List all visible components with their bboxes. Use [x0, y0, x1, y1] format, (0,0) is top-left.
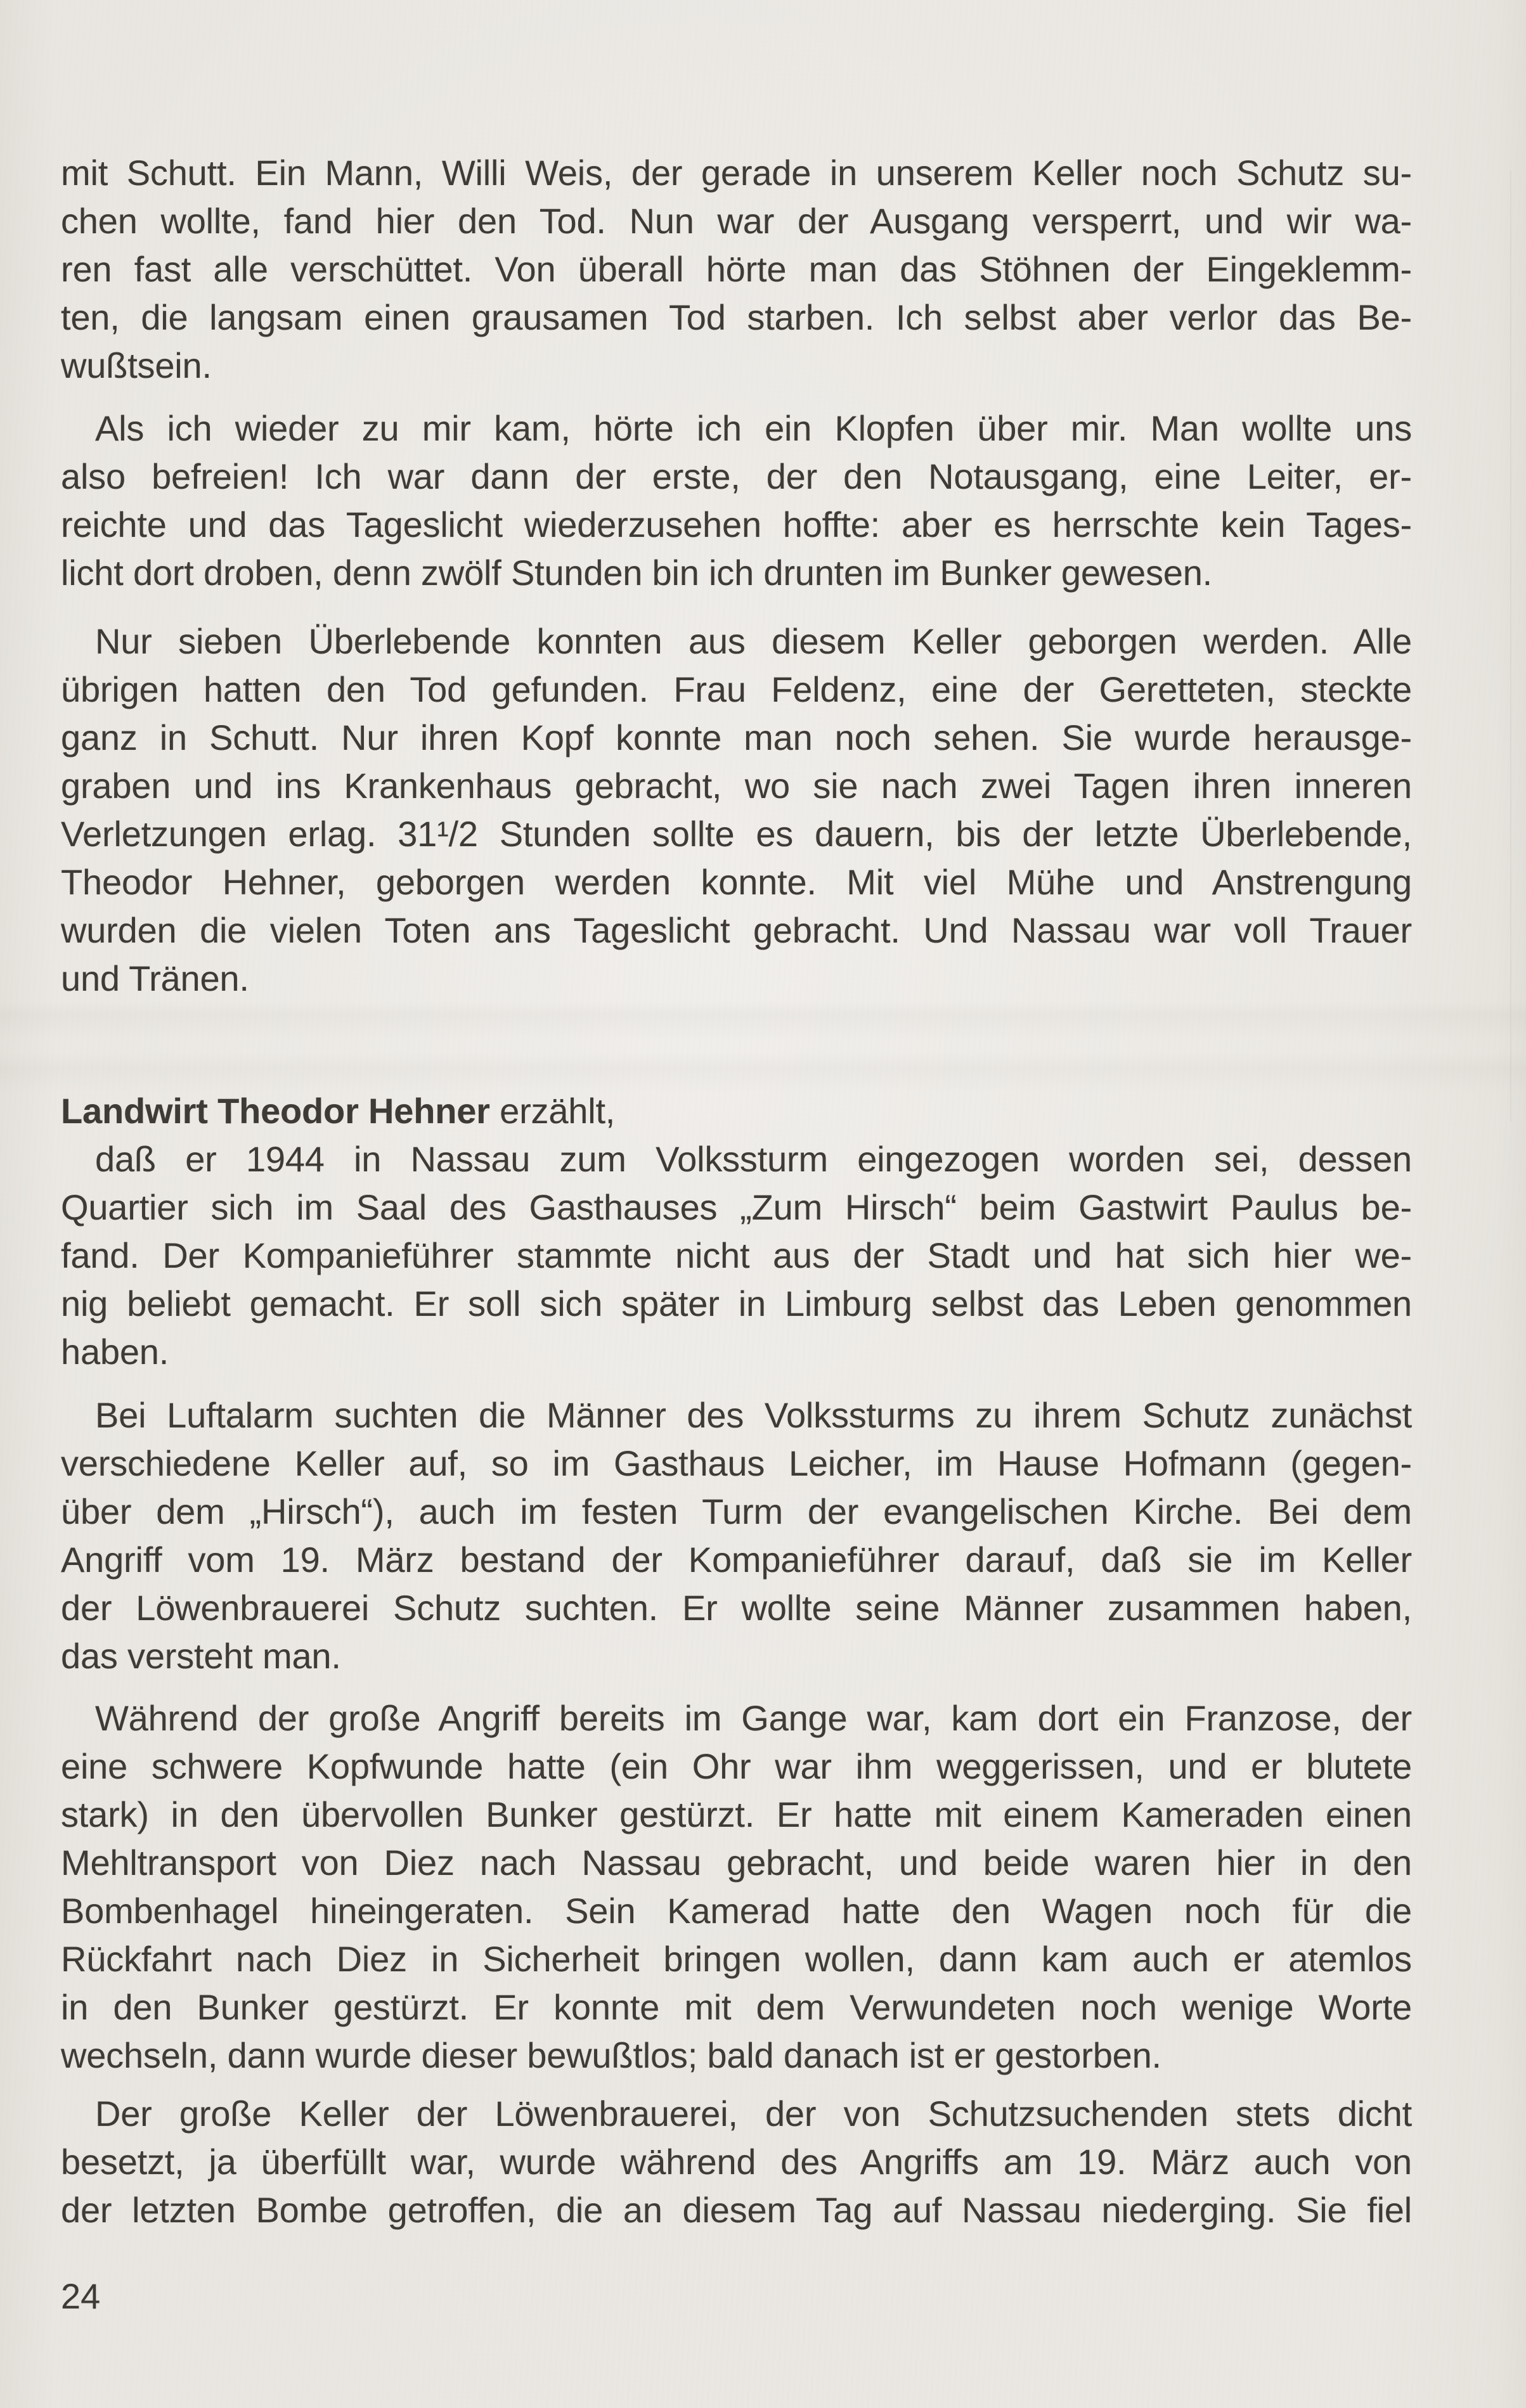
text-line: übrigen hatten den Tod gefunden. Frau Feldenz, eine der Geretteten, steckte [61, 669, 1412, 709]
text-line: Mehltransport von Diez nach Nassau gebracht, und beide waren hier in den [61, 1843, 1412, 1883]
text-line: Angriff vom 19. März bestand der Kompanieführer darauf, daß sie im Keller [61, 1540, 1412, 1580]
text-line: Quartier sich im Saal des Gasthauses „Zum Hirsch“ beim Gastwirt Paulus be- [61, 1187, 1412, 1227]
paragraph [61, 2090, 1412, 2234]
page-number: 24 [61, 2276, 101, 2316]
text-line: und Tränen. [61, 958, 249, 998]
text-line: eine schwere Kopfwunde hatte (ein Ohr war ihm weggerissen, und er blutete [61, 1746, 1412, 1786]
paragraph [61, 617, 1412, 1003]
text-line: Verletzungen erlag. 31¹/2 Stunden sollte es dauern, bis der letzte Überlebende, [61, 814, 1412, 854]
text-line: Bei Luftalarm suchten die Männer des Volkssturms zu ihrem Schutz zunächst [95, 1395, 1412, 1435]
text-line: wechseln, dann wurde dieser bewußtlos; bald danach ist er gestorben. [61, 2035, 1161, 2075]
text-line: das versteht man. [61, 1636, 341, 1676]
text-line: besetzt, ja überfüllt war, wurde während des Angriffs am 19. März auch von [61, 2142, 1412, 2182]
text-line: wußtsein. [61, 345, 212, 385]
text-line: graben und ins Krankenhaus gebracht, wo sie nach zwei Tagen ihren inneren [61, 766, 1412, 806]
text-line: mit Schutt. Ein Mann, Willi Weis, der gerade in unserem Keller noch Schutz su- [61, 153, 1412, 193]
paragraph [61, 1391, 1412, 1680]
paragraph [61, 1135, 1412, 1376]
paragraph [61, 149, 1412, 390]
text-line: nig beliebt gemacht. Er soll sich später in Limburg selbst das Leben genommen [61, 1284, 1412, 1323]
text-line: stark) in den übervollen Bunker gestürzt. Er hatte mit einem Kameraden einen [61, 1794, 1412, 1834]
section-heading [61, 1087, 1412, 1135]
text-line: licht dort droben, denn zwölf Stunden bin ich drunten im Bunker gewesen. [61, 553, 1213, 593]
text-line: haben. [61, 1332, 169, 1372]
text-line: Bombenhagel hineingeraten. Sein Kamerad hatte den Wagen noch für die [61, 1891, 1412, 1931]
paragraph [61, 404, 1412, 597]
text-line: Nur sieben Überlebende konnten aus diesem Keller geborgen werden. Alle [95, 621, 1412, 661]
text-line: also befreien! Ich war dann der erste, der den Notausgang, eine Leiter, er- [61, 456, 1412, 496]
text-line: reichte und das Tageslicht wiederzusehen hoffte: aber es herrschte kein Tages- [61, 505, 1412, 544]
text-line: über dem „Hirsch“), auch im festen Turm der evangelischen Kirche. Bei dem [61, 1491, 1412, 1531]
text-line: wurden die vielen Toten ans Tageslicht gebracht. Und Nassau war voll Trauer [61, 910, 1412, 950]
text-line: der letzten Bombe getroffen, die an diesem Tag auf Nassau niederging. Sie fiel [61, 2190, 1412, 2230]
text-line: der Löwenbrauerei Schutz suchten. Er wollte seine Männer zusammen haben, [61, 1588, 1412, 1628]
paragraph [61, 1694, 1412, 2080]
text-column [61, 0, 1412, 2408]
text-line: daß er 1944 in Nassau zum Volkssturm eingezogen worden sei, dessen [95, 1139, 1412, 1179]
text-line: ren fast alle verschüttet. Von überall hörte man das Stöhnen der Eingeklemm- [61, 249, 1412, 289]
text-line: fand. Der Kompanieführer stammte nicht aus der Stadt und hat sich hier we- [61, 1235, 1412, 1275]
text-line: ten, die langsam einen grausamen Tod starben. Ich selbst aber verlor das Be- [61, 297, 1412, 337]
text-line: Theodor Hehner, geborgen werden konnte. Mit viel Mühe und Anstrengung [61, 862, 1412, 902]
heading-regular-text: erzählt, [500, 1091, 616, 1131]
text-line: Als ich wieder zu mir kam, hörte ich ein Klopfen über mir. Man wollte uns [95, 408, 1412, 448]
text-line: in den Bunker gestürzt. Er konnte mit dem Verwundeten noch wenige Worte [61, 1987, 1412, 2027]
text-line: ganz in Schutt. Nur ihren Kopf konnte man noch sehen. Sie wurde herausge- [61, 718, 1412, 757]
text-line: Während der große Angriff bereits im Gange war, kam dort ein Franzose, der [95, 1698, 1412, 1738]
text-line: verschiedene Keller auf, so im Gasthaus Leicher, im Hause Hofmann (gegen- [61, 1443, 1412, 1483]
text-line: Rückfahrt nach Diez in Sicherheit bringen wollen, dann kam auch er atemlos [61, 1939, 1412, 1979]
heading-bold-text: Landwirt Theodor Hehner [61, 1091, 490, 1131]
text-line: Der große Keller der Löwenbrauerei, der von Schutzsuchenden stets dicht [95, 2094, 1412, 2134]
text-line: chen wollte, fand hier den Tod. Nun war der Ausgang versperrt, und wir wa- [61, 201, 1412, 241]
